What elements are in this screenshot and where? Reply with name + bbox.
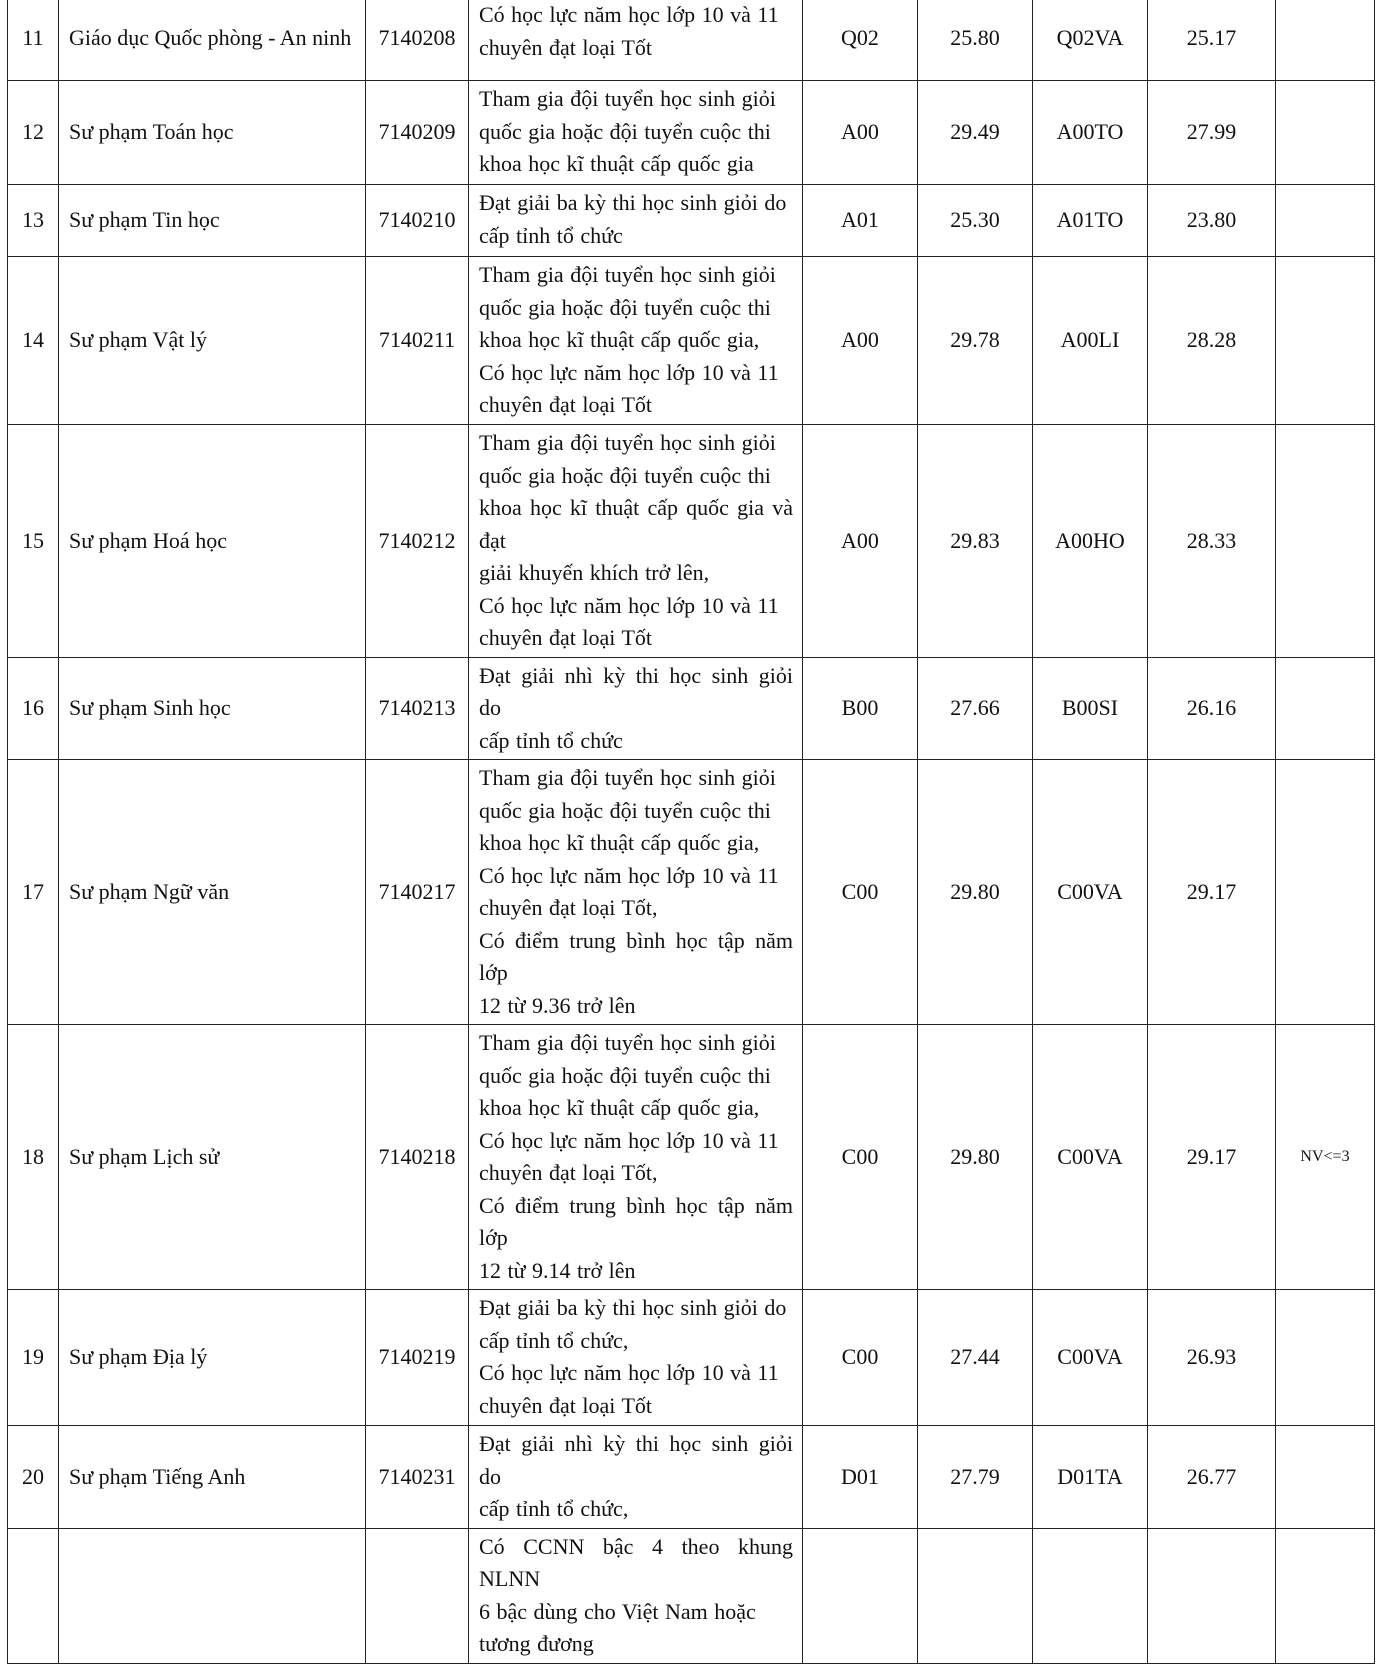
major-code-cell (366, 81, 469, 185)
condition-line: quốc gia hoặc đội tuyển cuộc thi (479, 118, 771, 144)
score-threshold: 29.49 (950, 119, 1000, 145)
note-cell (1276, 0, 1375, 81)
score-benchmark: 27.99 (1186, 119, 1237, 145)
combination-code-cell (1033, 1426, 1148, 1529)
score-threshold-cell (918, 760, 1033, 1025)
score-benchmark: 29.17 (1186, 1143, 1237, 1169)
major-code: 7140213 (378, 695, 456, 720)
table-row (8, 425, 1375, 658)
subject-block-cell (803, 1025, 918, 1290)
score-threshold: 27.44 (950, 1344, 1000, 1370)
score-benchmark: 25.17 (1186, 25, 1237, 51)
table-row (8, 185, 1375, 257)
score-threshold-cell (918, 1025, 1033, 1290)
combination-code-cell (1033, 657, 1148, 760)
major-code-cell (366, 425, 469, 658)
condition-line: Có học lực năm học lớp 10 và 11 (479, 2, 779, 27)
table-body (8, 0, 1375, 1663)
subject-block-cell (803, 1426, 918, 1529)
combination-code-cell (1033, 1290, 1148, 1426)
score-benchmark: 23.80 (1186, 207, 1237, 233)
combination-code: C00VA (1057, 1143, 1123, 1169)
condition-line: chuyên đạt loại Tốt (479, 392, 653, 417)
condition-line: Tham gia đội tuyển học sinh giỏi (479, 430, 776, 455)
row-number: 13 (22, 207, 44, 233)
condition-line: cấp tỉnh tổ chức (479, 222, 623, 248)
major-name: Sư phạm Tiếng Anh (69, 1463, 246, 1489)
major-name-cell (59, 0, 366, 81)
subject-block: A01 (841, 207, 879, 233)
major-code-cell (366, 257, 469, 425)
major-code: 7140218 (378, 1143, 456, 1169)
major-code-cell (366, 1426, 469, 1529)
major-name: Sư phạm Toán học (69, 119, 234, 145)
score-benchmark-cell (1148, 257, 1276, 425)
row-number: 14 (22, 327, 44, 353)
table-row (8, 257, 1375, 425)
combination-code: A00HO (1055, 527, 1125, 553)
note-cell (1276, 1426, 1375, 1529)
score-threshold-cell (918, 257, 1033, 425)
major-name-cell (59, 425, 366, 658)
score-benchmark-cell (1148, 760, 1276, 1025)
row-number: 19 (22, 1344, 44, 1370)
score-threshold-cell (918, 425, 1033, 658)
score-threshold: 25.30 (950, 207, 1000, 233)
score-benchmark-cell (1148, 1025, 1276, 1290)
score-threshold-cell (918, 1426, 1033, 1529)
admission-conditions-cell (469, 1426, 803, 1529)
combination-code: C00VA (1057, 878, 1123, 904)
major-name-cell (59, 760, 366, 1025)
major-name: Sư phạm Sinh học (69, 695, 231, 720)
row-number-cell (8, 425, 59, 658)
condition-line: Đạt giải nhì kỳ thi học sinh giỏi do (479, 662, 793, 720)
row-number-cell (8, 185, 59, 257)
major-name-cell (59, 657, 366, 760)
condition-line: 6 bậc dùng cho Việt Nam hoặc (479, 1598, 756, 1624)
note-cell (1276, 1025, 1375, 1290)
admission-conditions-cell (469, 1528, 803, 1663)
major-name: Giáo dục Quốc phòng - An ninh (69, 25, 352, 51)
row-number-cell (8, 760, 59, 1025)
score-benchmark: 26.16 (1186, 695, 1237, 720)
row-number-cell (8, 81, 59, 185)
condition-line: cấp tỉnh tổ chức (479, 727, 623, 753)
table-row (8, 657, 1375, 760)
condition-line: cấp tỉnh tổ chức, (479, 1496, 629, 1521)
note-cell (1276, 1290, 1375, 1426)
row-number: 12 (22, 119, 44, 145)
condition-line: Tham gia đội tuyển học sinh giỏi (479, 86, 776, 111)
major-code-cell (366, 185, 469, 257)
subject-block: D01 (841, 1463, 879, 1489)
row-number-cell (8, 1290, 59, 1426)
condition-line: Đạt giải ba kỳ thi học sinh giỏi do (479, 1295, 787, 1320)
table-row (8, 1528, 1375, 1663)
major-code-cell (366, 1528, 469, 1663)
combination-code: C00VA (1057, 1344, 1123, 1370)
condition-line: Tham gia đội tuyển học sinh giỏi (479, 262, 776, 287)
major-code: 7140219 (378, 1344, 456, 1370)
combination-code-cell (1033, 760, 1148, 1025)
condition-line: Có học lực năm học lớp 10 và 11 (479, 862, 779, 888)
major-name: Sư phạm Lịch sử (69, 1143, 220, 1169)
note-cell (1276, 257, 1375, 425)
major-name: Sư phạm Hoá học (69, 527, 227, 553)
subject-block: C00 (841, 878, 879, 904)
condition-line: khoa học kĩ thuật cấp quốc gia (479, 151, 754, 176)
table-row (8, 1025, 1375, 1290)
major-name-cell (59, 1290, 366, 1426)
admission-conditions-cell (469, 1025, 803, 1290)
row-number: 11 (22, 25, 44, 51)
note-cell (1276, 81, 1375, 185)
row-number-cell (8, 1528, 59, 1663)
admission-conditions-cell (469, 425, 803, 658)
score-threshold: 27.79 (950, 1463, 1000, 1489)
condition-line: chuyên đạt loại Tốt (479, 1392, 653, 1418)
row-number-cell (8, 257, 59, 425)
condition-line: Có học lực năm học lớp 10 và 11 (479, 1360, 779, 1385)
condition-line: quốc gia hoặc đội tuyển cuộc thi (479, 1062, 771, 1088)
score-threshold: 25.80 (950, 25, 1000, 51)
row-number-cell (8, 1426, 59, 1529)
major-name-cell (59, 1025, 366, 1290)
condition-line: khoa học kĩ thuật cấp quốc gia, (479, 830, 760, 855)
major-code-cell (366, 0, 469, 81)
major-code-cell (366, 760, 469, 1025)
table-row (8, 81, 1375, 185)
major-code: 7140209 (378, 119, 456, 145)
score-threshold-cell (918, 1528, 1033, 1663)
major-code: 7140231 (378, 1463, 456, 1489)
major-code: 7140211 (378, 327, 456, 353)
combination-code-cell (1033, 1528, 1148, 1663)
note-cell (1276, 425, 1375, 658)
combination-code-cell (1033, 81, 1148, 185)
score-threshold-cell (918, 0, 1033, 81)
combination-code: A00LI (1060, 327, 1120, 353)
score-threshold-cell (918, 1290, 1033, 1426)
subject-block: A00 (841, 327, 879, 353)
condition-line: quốc gia hoặc đội tuyển cuộc thi (479, 462, 771, 488)
subject-block-cell (803, 760, 918, 1025)
condition-line: tương đương (479, 1631, 594, 1656)
row-number: 20 (22, 1463, 44, 1489)
subject-block-cell (803, 185, 918, 257)
condition-line: Có điểm trung bình học tập năm lớp (479, 927, 793, 985)
major-name-cell (59, 257, 366, 425)
score-benchmark-cell (1148, 81, 1276, 185)
combination-code-cell (1033, 1025, 1148, 1290)
condition-line: Đạt giải ba kỳ thi học sinh giỏi do (479, 190, 787, 215)
score-threshold: 29.80 (950, 1143, 1000, 1169)
subject-block-cell (803, 425, 918, 658)
condition-line: quốc gia hoặc đội tuyển cuộc thi (479, 294, 771, 320)
score-benchmark-cell (1148, 1528, 1276, 1663)
score-benchmark: 26.93 (1186, 1344, 1237, 1370)
condition-line: chuyên đạt loại Tốt (479, 625, 653, 650)
subject-block: C00 (841, 1344, 879, 1370)
score-threshold: 29.80 (950, 878, 1000, 904)
score-threshold-cell (918, 657, 1033, 760)
combination-code-cell (1033, 0, 1148, 81)
condition-line: Tham gia đội tuyển học sinh giỏi (479, 1030, 776, 1055)
row-number-cell (8, 657, 59, 760)
score-threshold: 29.83 (950, 527, 1000, 553)
major-code: 7140217 (378, 878, 456, 904)
table-row (8, 0, 1375, 81)
score-benchmark: 28.28 (1186, 327, 1237, 353)
combination-code: A01TO (1056, 207, 1124, 233)
score-threshold-cell (918, 81, 1033, 185)
row-number: 15 (22, 527, 44, 553)
condition-line: Có điểm trung bình học tập năm lớp (479, 1192, 793, 1250)
score-benchmark-cell (1148, 425, 1276, 658)
row-number-cell (8, 0, 59, 81)
condition-line: Tham gia đội tuyển học sinh giỏi (479, 765, 776, 790)
condition-line: Có học lực năm học lớp 10 và 11 (479, 592, 779, 618)
condition-line: Đạt giải nhì kỳ thi học sinh giỏi do (479, 1431, 793, 1489)
subject-block: A00 (841, 119, 879, 145)
subject-block-cell (803, 81, 918, 185)
admission-conditions-cell (469, 185, 803, 257)
major-code-cell (366, 657, 469, 760)
score-benchmark-cell (1148, 1426, 1276, 1529)
score-threshold: 29.78 (950, 327, 1000, 353)
condition-line: khoa học kĩ thuật cấp quốc gia, (479, 1095, 760, 1120)
row-number-cell (8, 1025, 59, 1290)
combination-code: B00SI (1061, 695, 1119, 720)
combination-code-cell (1033, 425, 1148, 658)
condition-line: chuyên đạt loại Tốt (479, 34, 653, 60)
row-number: 16 (22, 695, 44, 720)
subject-block-cell (803, 257, 918, 425)
admission-conditions-cell (469, 1290, 803, 1426)
major-name-cell (59, 81, 366, 185)
note-cell (1276, 1528, 1375, 1663)
score-threshold-cell (918, 185, 1033, 257)
major-name: Sư phạm Vật lý (69, 327, 208, 353)
subject-block: C00 (841, 1143, 879, 1169)
table-row (8, 1426, 1375, 1529)
condition-line: Có học lực năm học lớp 10 và 11 (479, 359, 779, 385)
admission-conditions-cell (469, 257, 803, 425)
condition-line: 12 từ 9.36 trở lên (479, 992, 636, 1018)
condition-line: giải khuyến khích trở lên, (479, 560, 710, 585)
subject-block: Q02 (841, 25, 879, 51)
combination-code: D01TA (1057, 1463, 1123, 1489)
condition-line: Có học lực năm học lớp 10 và 11 (479, 1127, 779, 1153)
row-number: 18 (22, 1143, 44, 1169)
subject-block-cell (803, 1290, 918, 1426)
condition-line: Có CCNN bậc 4 theo khung NLNN (479, 1533, 793, 1591)
major-code: 7140208 (378, 25, 456, 51)
subject-block: B00 (841, 695, 879, 720)
combination-code-cell (1033, 257, 1148, 425)
major-code-cell (366, 1290, 469, 1426)
score-threshold: 27.66 (950, 695, 1000, 720)
major-name: Sư phạm Ngữ văn (69, 878, 230, 904)
score-benchmark-cell (1148, 0, 1276, 81)
condition-line: khoa học kĩ thuật cấp quốc gia, (479, 327, 760, 352)
note-cell (1276, 657, 1375, 760)
subject-block: A00 (841, 527, 879, 553)
condition-line: chuyên đạt loại Tốt, (479, 1160, 658, 1185)
condition-line: 12 từ 9.14 trở lên (479, 1257, 636, 1283)
score-benchmark: 29.17 (1186, 878, 1237, 904)
admission-conditions-cell (469, 657, 803, 760)
major-name: Sư phạm Tin học (69, 207, 220, 233)
row-number: 17 (22, 878, 44, 904)
note-cell (1276, 760, 1375, 1025)
condition-line: khoa học kĩ thuật cấp quốc gia và đạt (479, 495, 793, 553)
subject-block-cell (803, 1528, 918, 1663)
combination-code-cell (1033, 185, 1148, 257)
admission-table (7, 0, 1375, 1664)
major-name-cell (59, 185, 366, 257)
condition-line: quốc gia hoặc đội tuyển cuộc thi (479, 797, 771, 823)
table-row (8, 1290, 1375, 1426)
table-row (8, 760, 1375, 1025)
major-code: 7140210 (378, 207, 456, 233)
combination-code: A00TO (1056, 119, 1124, 145)
combination-code: Q02VA (1056, 25, 1124, 51)
subject-block-cell (803, 657, 918, 760)
condition-line: chuyên đạt loại Tốt, (479, 895, 658, 920)
admission-conditions-cell (469, 760, 803, 1025)
score-benchmark: 26.77 (1186, 1463, 1237, 1489)
note: NV<=3 (1300, 1147, 1350, 1165)
score-benchmark-cell (1148, 657, 1276, 760)
major-code: 7140212 (378, 527, 456, 553)
condition-line: cấp tỉnh tổ chức, (479, 1327, 629, 1353)
major-name-cell (59, 1528, 366, 1663)
score-benchmark-cell (1148, 185, 1276, 257)
major-name: Sư phạm Địa lý (69, 1344, 208, 1370)
admission-conditions-cell (469, 0, 803, 81)
major-code-cell (366, 1025, 469, 1290)
score-benchmark: 28.33 (1186, 527, 1237, 553)
major-name-cell (59, 1426, 366, 1529)
note-cell (1276, 185, 1375, 257)
subject-block-cell (803, 0, 918, 81)
score-benchmark-cell (1148, 1290, 1276, 1426)
admission-conditions-cell (469, 81, 803, 185)
